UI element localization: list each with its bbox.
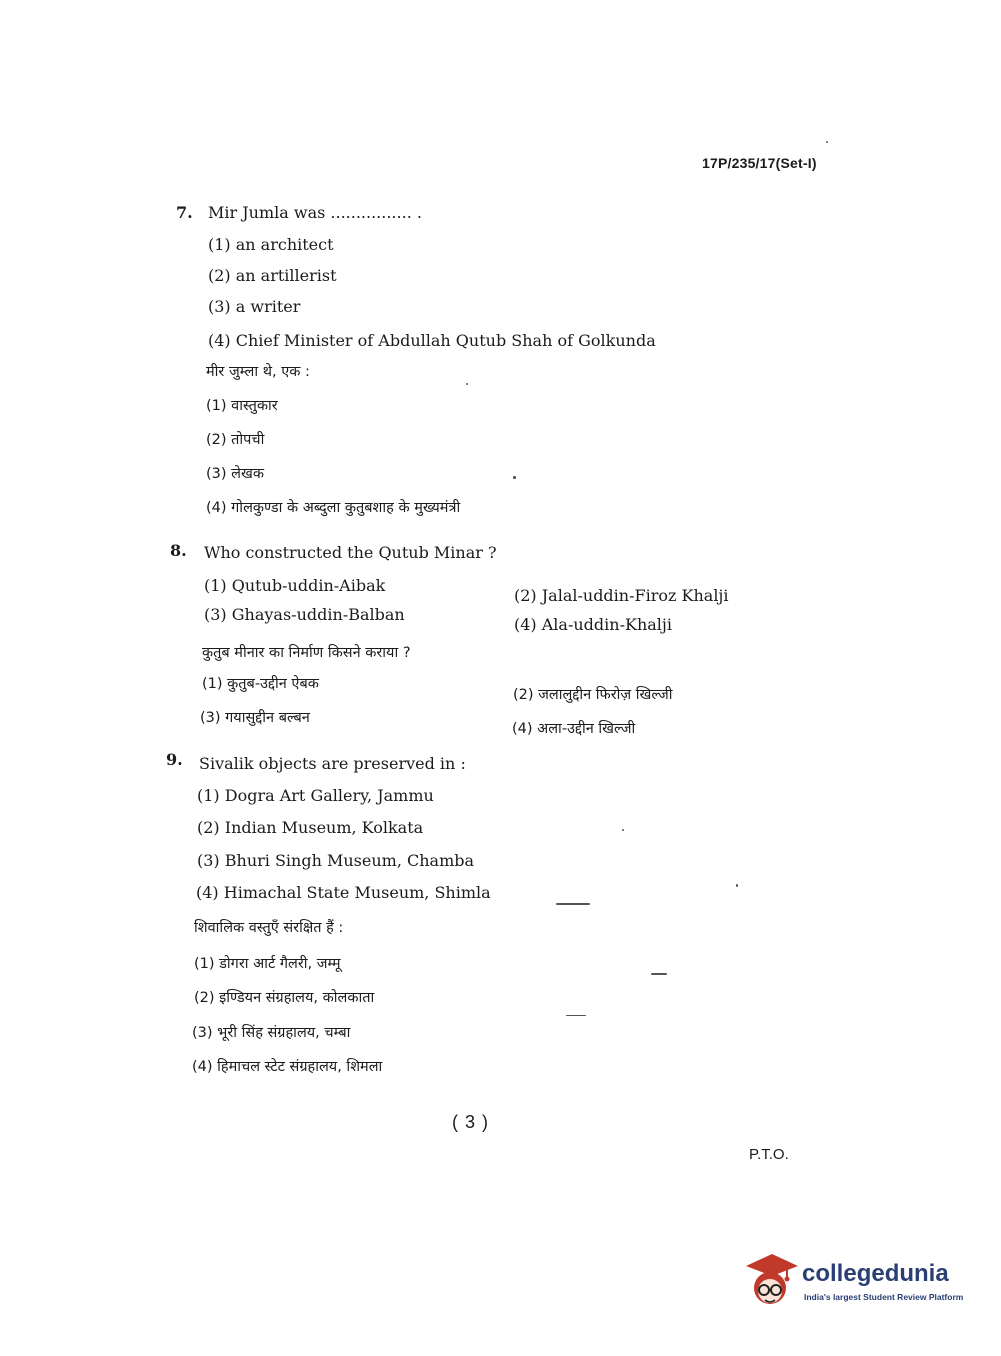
logo-name: collegedunia (802, 1260, 949, 1287)
question-7-text-hi: मीर जुम्ला थे, एक : (206, 364, 310, 380)
scan-speck (651, 973, 667, 975)
question-9-option-4-hi: (4) हिमाचल स्टेट संग्रहालय, शिमला (192, 1059, 383, 1075)
question-7-number: 7. (176, 203, 193, 222)
question-8-option-4-en: (4) Ala-uddin-Khalji (514, 615, 672, 634)
question-8-text-hi: कुतुब मीनार का निर्माण किसने कराया ? (202, 645, 411, 661)
question-7-option-4-en: (4) Chief Minister of Abdullah Qutub Shah of Golkunda (208, 331, 656, 350)
question-9-option-2-en: (2) Indian Museum, Kolkata (197, 818, 424, 837)
question-7-option-2-hi: (2) तोपची (206, 432, 265, 448)
question-9-option-4-en: (4) Himachal State Museum, Shimla (196, 883, 491, 902)
scan-speck (513, 476, 516, 479)
question-7-option-1-hi: (1) वास्तुकार (206, 398, 278, 414)
question-7-option-4-hi: (4) गोलकुण्डा के अब्दुला कुतुबशाह के मुख्यमंत्री (206, 500, 461, 516)
question-8-option-3-hi: (3) गयासुद्दीन बल्बन (200, 710, 310, 726)
question-9-option-3-en: (3) Bhuri Singh Museum, Chamba (197, 851, 475, 870)
question-9-text-en: Sivalik objects are preserved in : (199, 754, 466, 773)
question-8-text-en: Who constructed the Qutub Minar ? (204, 543, 497, 562)
question-7-option-3-hi: (3) लेखक (206, 466, 264, 482)
question-8-number: 8. (170, 541, 187, 560)
question-9-option-3-hi: (3) भूरी सिंह संग्रहालय, चम्बा (192, 1025, 351, 1041)
logo-tagline: India's largest Student Review Platform (804, 1292, 964, 1302)
question-8-option-1-en: (1) Qutub-uddin-Aibak (204, 576, 386, 595)
question-8-option-2-en: (2) Jalal-uddin-Firoz Khalji (514, 586, 729, 605)
question-9-number: 9. (166, 750, 183, 769)
question-9-text-hi: शिवालिक वस्तुएँ संरक्षित हैं : (194, 920, 344, 936)
question-8-option-1-hi: (1) कुतुब-उद्दीन ऐबक (202, 676, 319, 692)
pto-label: P.T.O. (749, 1146, 789, 1163)
question-8-option-2-hi: (2) जलालुद्दीन फिरोज़ खिल्जी (513, 687, 673, 703)
question-9-option-2-hi: (2) इण्डियन संग्रहालय, कोलकाता (194, 990, 375, 1006)
question-7-option-3-en: (3) a writer (208, 297, 301, 316)
question-7-option-1-en: (1) an architect (208, 235, 334, 254)
scan-speck (556, 903, 590, 905)
question-8-option-4-hi: (4) अला-उद्दीन खिल्जी (512, 721, 636, 737)
collegedunia-logo (742, 1250, 972, 1312)
paper-code: 17P/235/17(Set-I) (702, 155, 817, 171)
question-7-option-2-en: (2) an artillerist (208, 266, 337, 285)
scan-speck (466, 383, 468, 385)
question-8-option-3-en: (3) Ghayas-uddin-Balban (204, 605, 405, 624)
scan-speck (566, 1015, 586, 1016)
question-9-option-1-en: (1) Dogra Art Gallery, Jammu (197, 786, 434, 805)
question-7-text-en: Mir Jumla was ................ . (208, 203, 422, 222)
question-9-option-1-hi: (1) डोगरा आर्ट गैलरी, जम्मू (194, 956, 341, 972)
scan-speck (736, 884, 738, 887)
scan-speck (622, 829, 624, 831)
scan-speck (826, 141, 828, 143)
page-number: ( 3 ) (452, 1112, 490, 1132)
mascot-icon (742, 1250, 800, 1310)
